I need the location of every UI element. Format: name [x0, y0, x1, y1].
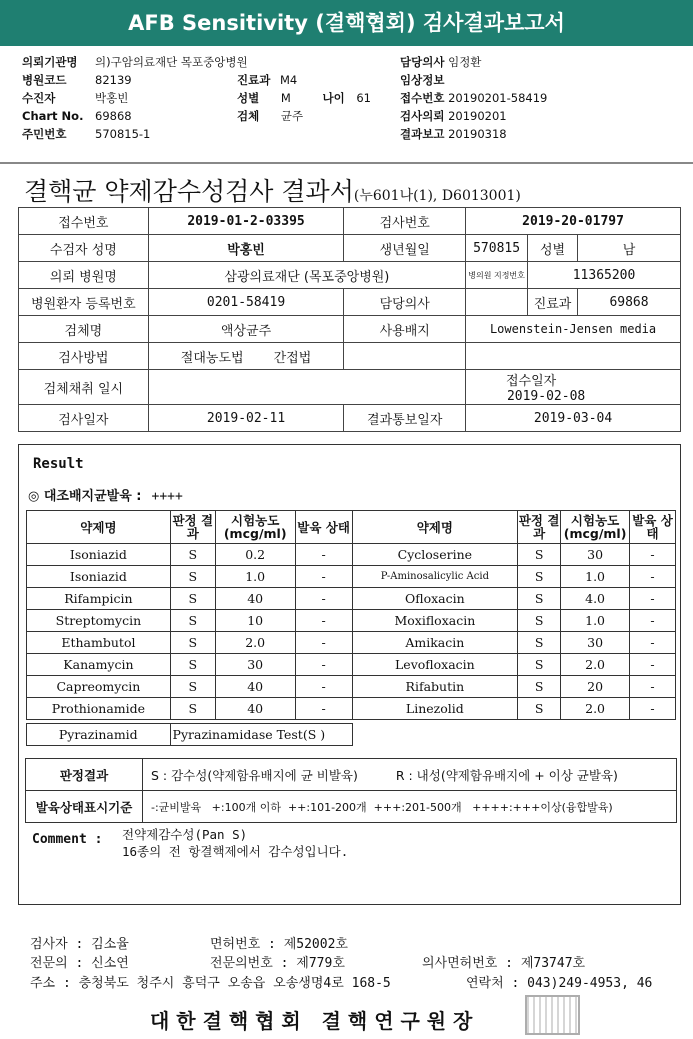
- drug-result-cell: S: [170, 676, 215, 698]
- cell-label: 검사번호: [344, 208, 466, 235]
- drug-drug-cell: Levofloxacin: [352, 654, 518, 676]
- drug-row: [27, 698, 676, 720]
- cell-label: 접수번호: [19, 208, 149, 235]
- divider: [0, 162, 693, 164]
- growth-text: -:균비발육 +:100개 이하 ++:101-200개 +++:201-500개 ++++:+++이상(융합발육): [143, 791, 677, 823]
- comment-line-2: 16종의 전 항결핵제에서 감수성입니다.: [122, 844, 349, 859]
- hospital-code-label: 병원코드: [22, 73, 67, 87]
- resident-label: 주민번호: [22, 127, 67, 141]
- receipt-value: 20190201-58419: [448, 91, 548, 105]
- drug-growth-cell: -: [630, 632, 676, 654]
- hospital-name: 삼광의료재단 (목포중앙병원): [148, 262, 465, 289]
- cell-label: 성별: [528, 235, 578, 262]
- license: 제52002호: [283, 937, 348, 952]
- drug-col-header: 발육 상태: [630, 511, 676, 544]
- drug-col-header: 판정 결과: [518, 511, 561, 544]
- receipt-no: 2019-01-2-03395: [148, 208, 344, 235]
- report-title: AFB Sensitivity (결핵협회) 검사결과보고서: [0, 0, 693, 46]
- media-value: Lowenstein-Jensen media: [466, 316, 681, 343]
- requesting-org: 의)구암의료재단 목포중앙병원: [95, 55, 248, 69]
- drug-row: [27, 588, 676, 610]
- info-table: [18, 207, 681, 432]
- cell-label: 검체채취 일시: [19, 370, 149, 405]
- drug-conc-cell: 30: [561, 544, 630, 566]
- address-label: 주소 :: [30, 976, 71, 991]
- judge-r: R : 내성(약제함유배지에 + 이상 균발육): [395, 767, 618, 783]
- cell-label: 병원환자 등록번호: [19, 289, 149, 316]
- cell-label: 결과통보일자: [344, 405, 466, 432]
- drug-result-cell: S: [170, 654, 215, 676]
- patient-name: 박홍빈: [148, 235, 344, 262]
- drug-row: [27, 610, 676, 632]
- drug-drug-cell: Moxifloxacin: [352, 610, 518, 632]
- empty-cell: [344, 343, 466, 370]
- cell-label: 의뢰 병원명: [19, 262, 149, 289]
- drug-result-cell: S: [518, 588, 561, 610]
- judge-text: [143, 759, 677, 791]
- drug-conc-cell: 1.0: [215, 566, 295, 588]
- drug-growth-cell: -: [295, 654, 352, 676]
- footer-examiner: [30, 933, 129, 952]
- drug-col-header: 약제명: [352, 511, 518, 544]
- resident-no: 570815-1: [95, 127, 151, 141]
- drug-drug-cell: Amikacin: [352, 632, 518, 654]
- drug-col-header: 시험농도 (mcg/ml): [215, 511, 295, 544]
- judge-label: 판정결과: [26, 759, 143, 791]
- result-heading: Result: [33, 456, 84, 472]
- comment-label: Comment :: [32, 832, 103, 847]
- patient-name: 박홍빈: [95, 91, 129, 105]
- drug-result-cell: S: [170, 566, 215, 588]
- doctor-license-label: 의사면허번호 :: [422, 956, 514, 971]
- drug-growth-cell: -: [295, 588, 352, 610]
- drug-drug-cell: Isoniazid: [27, 566, 171, 588]
- drug-row: [27, 632, 676, 654]
- drug-result-cell: S: [170, 544, 215, 566]
- control-label: ◎ 대조배지균발육 :: [28, 489, 142, 504]
- drug-drug-cell: Capreomycin: [27, 676, 171, 698]
- dept-value: M4: [279, 73, 298, 87]
- drug-result-cell: S: [170, 588, 215, 610]
- header-right: [400, 53, 547, 143]
- notify-date: 2019-03-04: [466, 405, 681, 432]
- drug-drug-cell: Cycloserine: [352, 544, 518, 566]
- spec-license: 제779호: [296, 956, 345, 971]
- drug-row: [27, 544, 676, 566]
- dept-label: 진료과: [237, 73, 271, 87]
- comment-line-1: 전약제감수성(Pan S): [122, 827, 248, 842]
- document-title: [24, 172, 521, 208]
- patient-label: 수진자: [22, 91, 56, 105]
- report-date-value: 20190318: [448, 127, 507, 141]
- drug-row: [27, 654, 676, 676]
- sex-value: 남: [578, 235, 681, 262]
- cell-label: 병의원 지정번호: [466, 262, 528, 289]
- drug-row: [27, 676, 676, 698]
- drug-drug-cell: Ofloxacin: [352, 588, 518, 610]
- cell-label: 검체명: [19, 316, 149, 343]
- receipt-label: 접수번호: [400, 91, 445, 105]
- collect-value: [148, 370, 465, 405]
- drug-drug-cell: P-Aminosalicylic Acid: [352, 566, 518, 588]
- drug-growth-cell: -: [295, 544, 352, 566]
- drug-growth-cell: -: [295, 676, 352, 698]
- designated-no: 11365200: [528, 262, 681, 289]
- doc-code: (누601나(1), D6013001): [353, 188, 521, 204]
- drug-growth-cell: -: [630, 610, 676, 632]
- drug-growth-cell: -: [295, 566, 352, 588]
- drug-conc-cell: 30: [215, 654, 295, 676]
- reg-no: 0201-58419: [148, 289, 344, 316]
- doctor-license: 제73747호: [520, 956, 586, 971]
- spec-license-label: 전문의번호 :: [210, 956, 289, 971]
- birth-date: 570815: [466, 235, 528, 262]
- judge-s: S : 감수성(약제함유배지에 균 비발육): [151, 767, 358, 783]
- cell-label: 생년월일: [344, 235, 466, 262]
- drug-result-cell: S: [518, 654, 561, 676]
- hospital-code: 82139: [95, 73, 132, 87]
- drug-growth-cell: -: [295, 632, 352, 654]
- drug-conc-cell: 2.0: [215, 632, 295, 654]
- doctor-label: 담당의사: [400, 55, 445, 69]
- license-label: 면허번호 :: [210, 937, 276, 952]
- drug-row: [27, 566, 676, 588]
- drug-conc-cell: 0.2: [215, 544, 295, 566]
- method-2: 간접법: [273, 350, 312, 366]
- drug-drug-cell: Streptomycin: [27, 610, 171, 632]
- drug-conc-cell: 10: [215, 610, 295, 632]
- drug-drug-cell: Prothionamide: [27, 698, 171, 720]
- cell-label: 수검자 성명: [19, 235, 149, 262]
- drug-growth-cell: -: [630, 654, 676, 676]
- growth-label: 발육상태표시기준: [26, 791, 143, 823]
- header-left-col1: [22, 53, 83, 143]
- age-label: 나이: [322, 91, 345, 105]
- req-date-value: 20190201: [448, 109, 507, 123]
- drug-result-cell: S: [518, 544, 561, 566]
- chart-label: Chart No.: [22, 109, 84, 123]
- requesting-org-label: 의뢰기관명: [22, 55, 78, 69]
- cell-label: 담당의사: [344, 289, 466, 316]
- req-date-label: 검사의뢰: [400, 109, 445, 123]
- footer-doctor-license: [422, 952, 585, 971]
- drug-result-cell: S: [170, 698, 215, 720]
- footer-specialist: [30, 952, 129, 971]
- footer-license: [210, 933, 348, 952]
- official-seal-stamp: [525, 995, 580, 1035]
- specialist-label: 전문의 :: [30, 956, 84, 971]
- drug-conc-cell: 2.0: [561, 698, 630, 720]
- drug-growth-cell: -: [630, 566, 676, 588]
- sex-value: M: [280, 91, 291, 105]
- drug-col-header: 발육 상태: [295, 511, 352, 544]
- test-no: 2019-20-01797: [466, 208, 681, 235]
- drug-col-header: 약제명: [27, 511, 171, 544]
- chart-no: 69868: [95, 109, 132, 123]
- drug-growth-cell: -: [630, 588, 676, 610]
- footer-contact: [466, 972, 652, 991]
- issuing-organization: 대 한 결 핵 협 회 결 핵 연 구 원 장: [150, 1009, 473, 1033]
- clinical-label: 임상정보: [400, 73, 445, 87]
- examiner-label: 검사자 :: [30, 937, 84, 952]
- drug-drug-cell: Rifabutin: [352, 676, 518, 698]
- specimen-value: 균주: [280, 109, 304, 123]
- received-cell: [466, 370, 681, 405]
- footer-spec-license: [210, 952, 345, 971]
- drug-conc-cell: 2.0: [561, 654, 630, 676]
- drug-table: [26, 510, 676, 720]
- cell-label: 진료과: [528, 289, 578, 316]
- specimen-label: 검체: [237, 109, 260, 123]
- drug-growth-cell: -: [295, 610, 352, 632]
- contact-label: 연락처 :: [466, 976, 520, 991]
- drug-result-cell: S: [518, 676, 561, 698]
- specialist: 신소연: [91, 956, 129, 971]
- contact: 043)249-4953, 46: [527, 976, 653, 991]
- drug-drug-cell: Isoniazid: [27, 544, 171, 566]
- drug-result-cell: S: [518, 698, 561, 720]
- comment-text: [122, 826, 348, 860]
- test-date: 2019-02-11: [148, 405, 344, 432]
- drug-conc-cell: 20: [561, 676, 630, 698]
- drug-growth-cell: -: [630, 698, 676, 720]
- footer-address: [30, 972, 391, 991]
- doctor-value: 임정환: [448, 55, 482, 69]
- cell-label: 검사일자: [19, 405, 149, 432]
- drug-col-header: 판정 결과: [170, 511, 215, 544]
- header-mid: [237, 71, 371, 125]
- dept-value: 69868: [578, 289, 681, 316]
- age-value: 61: [356, 91, 371, 105]
- drug-col-header: 시험농도 (mcg/ml): [561, 511, 630, 544]
- specimen-value: 액상균주: [148, 316, 344, 343]
- drug-conc-cell: 40: [215, 676, 295, 698]
- doc-title-text: 결핵균 약제감수성검사 결과서: [24, 177, 354, 206]
- method-value: [148, 343, 344, 370]
- drug-result-cell: S: [170, 610, 215, 632]
- drug-table-head: [27, 511, 676, 544]
- drug-result-cell: S: [170, 632, 215, 654]
- method-1: 절대농도법: [180, 350, 244, 366]
- drug-conc-cell: 1.0: [561, 566, 630, 588]
- cell-label: 접수일자: [505, 374, 557, 389]
- received-value: 2019-02-08: [506, 389, 586, 404]
- drug-result-cell: S: [518, 566, 561, 588]
- drug-conc-cell: 30: [561, 632, 630, 654]
- drug-result-cell: S: [518, 610, 561, 632]
- control-value: ++++: [151, 489, 183, 504]
- drug-drug-cell: Rifampicin: [27, 588, 171, 610]
- pza-result: Pyrazinamidase Test(S ): [170, 724, 352, 746]
- address: 충청북도 청주시 흥덕구 오송읍 오송생명4로 168-5: [78, 976, 391, 991]
- pza-drug: Pyrazinamid: [27, 724, 171, 746]
- drug-conc-cell: 40: [215, 588, 295, 610]
- drug-drug-cell: Ethambutol: [27, 632, 171, 654]
- examiner: 김소율: [91, 937, 129, 952]
- drug-growth-cell: -: [630, 676, 676, 698]
- drug-conc-cell: 40: [215, 698, 295, 720]
- drug-drug-cell: Kanamycin: [27, 654, 171, 676]
- drug-table-body: [27, 544, 676, 720]
- drug-result-cell: S: [518, 632, 561, 654]
- drug-drug-cell: Linezolid: [352, 698, 518, 720]
- legend-table: [25, 758, 677, 823]
- report-label: 결과보고: [400, 127, 445, 141]
- sex-label: 성별: [237, 91, 260, 105]
- empty-cell: [466, 343, 681, 370]
- header-left-values: [95, 53, 248, 143]
- drug-growth-cell: -: [295, 698, 352, 720]
- drug-growth-cell: -: [630, 544, 676, 566]
- cell-label: 검사방법: [19, 343, 149, 370]
- cell-label: 사용배지: [344, 316, 466, 343]
- doctor-value: [466, 289, 528, 316]
- drug-conc-cell: 1.0: [561, 610, 630, 632]
- pza-table: [26, 723, 353, 746]
- control-growth: [28, 485, 183, 504]
- drug-conc-cell: 4.0: [561, 588, 630, 610]
